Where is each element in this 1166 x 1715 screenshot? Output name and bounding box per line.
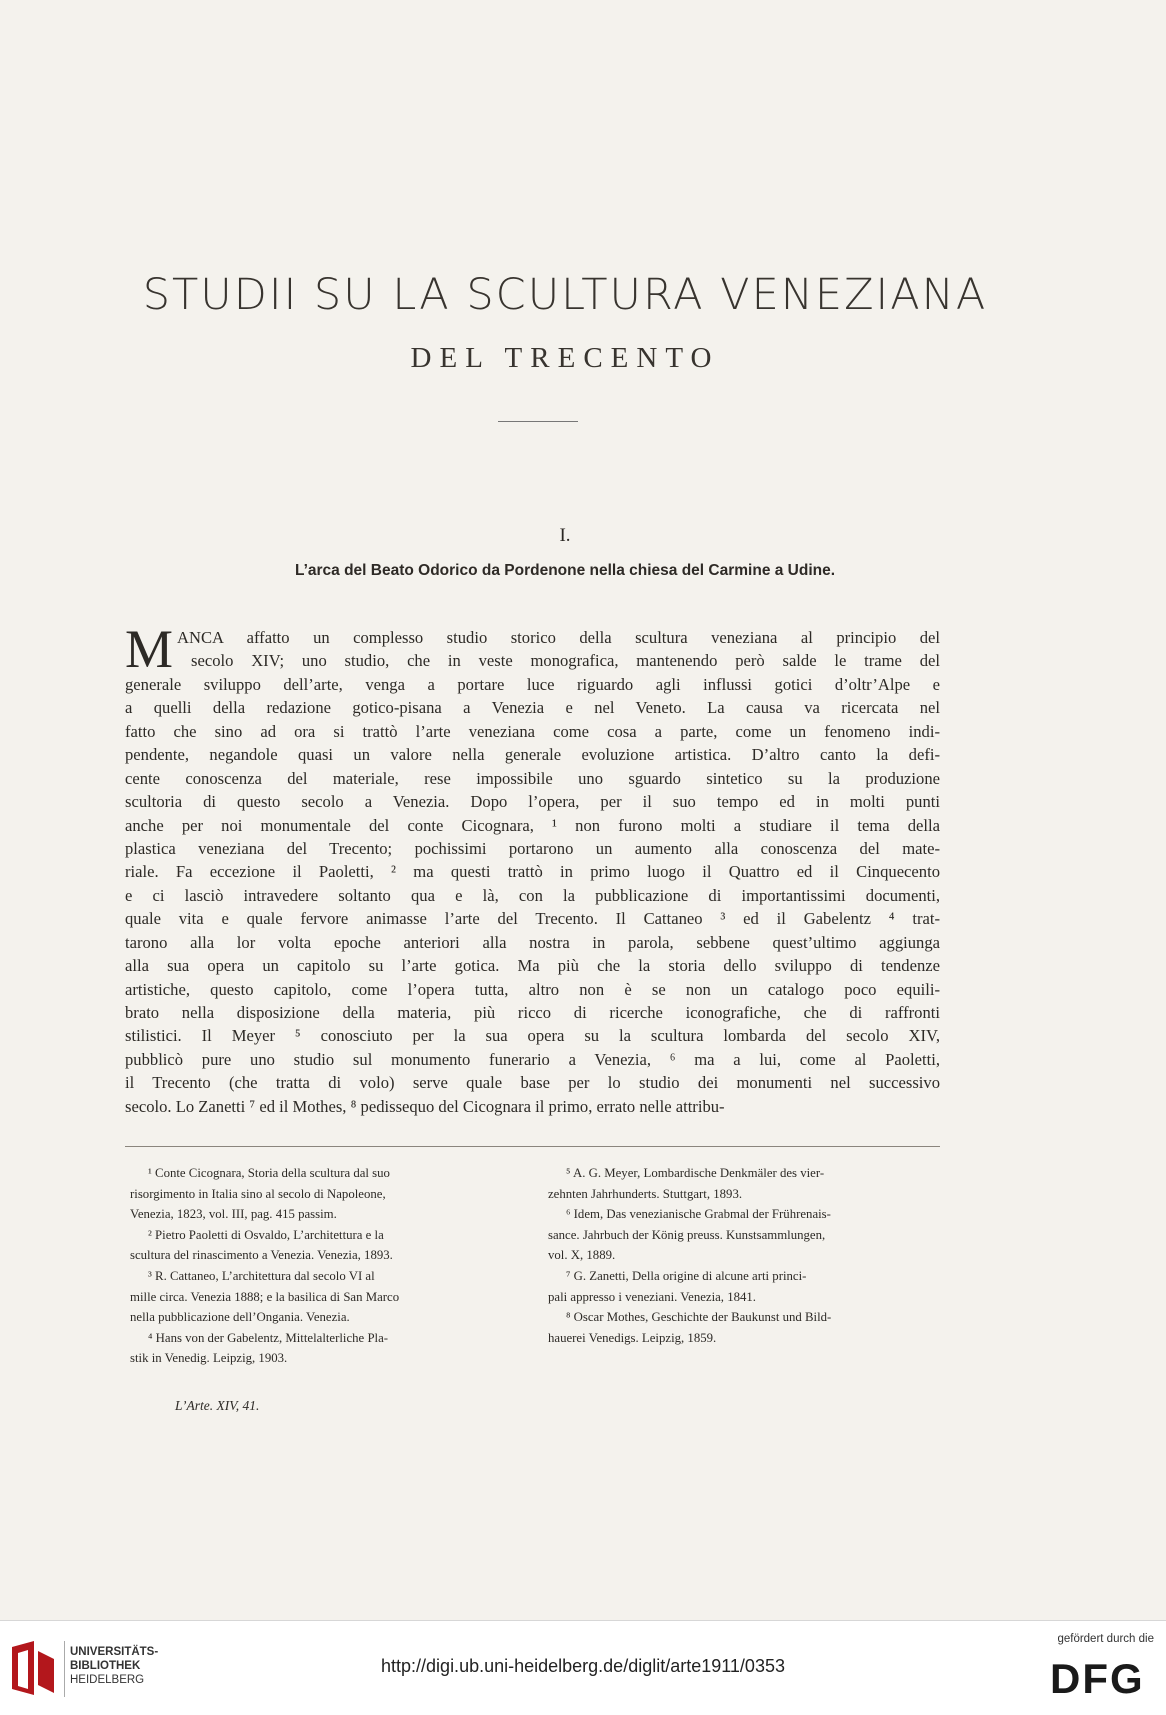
- body-line: a quelli della redazione gotico-pisana a Venezia e nel Veneto. La causa va ricercata nel: [125, 698, 940, 718]
- section-number: I.: [559, 525, 571, 546]
- body-line: fatto che sino ad ora si trattò l’arte veneziana come cosa a parte, come un fenomeno indi-: [125, 721, 940, 741]
- library-name-line: UNIVERSITÄTS-: [70, 1646, 159, 1658]
- body-line: alla sua opera un capitolo su l’arte gotica. Ma più che la storia dello sviluppo di tendenze: [125, 956, 940, 976]
- permalink-url[interactable]: http://digi.ub.uni-heidelberg.de/diglit/arte1911/0353: [381, 1656, 785, 1676]
- body-line: secolo XIV; uno studio, che in veste monografica, mantenendo però salde le trame del: [191, 651, 940, 671]
- footnote-rule: [125, 1146, 940, 1147]
- footnote-line: mille circa. Venezia 1888; e la basilica di San Marco: [130, 1289, 400, 1304]
- footnote-line: Venezia, 1823, vol. III, pag. 415 passim.: [130, 1207, 337, 1222]
- footnote-line: vol. X, 1889.: [548, 1248, 616, 1263]
- drop-cap: M: [125, 619, 174, 679]
- page-signature: L’Arte. XIV, 41.: [175, 1398, 260, 1413]
- footnotes-left-column: [130, 1163, 525, 1369]
- body-line: quale vita e quale fervore animasse l’arte del Trecento. Il Cattaneo ³ ed il Gabelentz ⁴ trat-: [125, 909, 940, 929]
- footnote-line: hauerei Venedigs. Leipzig, 1859.: [548, 1330, 717, 1345]
- footnote-line: nella pubblicazione dell’Ongania. Venezia.: [130, 1310, 350, 1325]
- dfg-logo-icon[interactable]: [1050, 1657, 1154, 1697]
- footnote-line: risorgimento in Italia sino al secolo di Napoleone,: [130, 1186, 386, 1201]
- footnote-line: ⁸ Oscar Mothes, Geschichte der Baukunst und Bild-: [566, 1310, 832, 1325]
- body-line: generale sviluppo dell’arte, venga a portare luce riguardo agli influssi gotici d’oltr’Alpe e: [125, 674, 940, 694]
- library-name-line: HEIDELBERG: [70, 1674, 145, 1686]
- body-line: scultoria di questo secolo a Venezia. Dopo l’opera, per il suo tempo ed in molti punti: [125, 792, 940, 812]
- body-line: secolo. Lo Zanetti ⁷ ed il Mothes, ⁸ pedissequo del Cicognara il primo, errato nelle attribu-: [125, 1096, 725, 1116]
- body-line: brato nella disposizione della materia, più ricco di ricerche iconografiche, che di raffronti: [125, 1003, 940, 1022]
- footnote-line: scultura del rinascimento a Venezia. Venezia, 1893.: [130, 1248, 393, 1263]
- section-heading: L’arca del Beato Odorico da Pordenone nella chiesa del Carmine a Udine.: [294, 562, 836, 579]
- body-line: anche per noi monumentale del conte Cicognara, ¹ non furono molti a studiare il tema della: [125, 815, 940, 835]
- body-line: ANCA affatto un complesso studio storico della scultura veneziana al principio del: [177, 628, 940, 647]
- body-line: cente conoscenza del materiale, rese impossibile uno sguardo sintetico su la produzione: [125, 768, 940, 788]
- funding-label: gefördert durch die: [1057, 1633, 1154, 1645]
- footnote-line: ² Pietro Paoletti di Osvaldo, L’architettura e la: [148, 1227, 384, 1242]
- article-subtitle: DEL TRECENTO: [410, 342, 720, 374]
- footnote-line: zehnten Jahrhunderts. Stuttgart, 1893.: [548, 1186, 743, 1201]
- title-divider: [498, 421, 578, 422]
- library-name-line: BIBLIOTHEK: [70, 1660, 141, 1672]
- viewer-footer-bar: [0, 1620, 1166, 1715]
- article-title: STUDII SU LA SCULTURA VENEZIANA: [142, 270, 988, 320]
- body-line: plastica veneziana del Trecento; pochissimi portarono un aumento alla conoscenza del mate-: [125, 838, 940, 858]
- footnote-line: ⁶ Idem, Das venezianische Grabmal der Frührenais-: [566, 1207, 831, 1222]
- footnote-line: ¹ Conte Cicognara, Storia della scultura dal suo: [148, 1166, 390, 1180]
- body-line: pubblicò pure uno studio sul monumento funerario a Venezia, ⁶ ma a lui, come al Paoletti,: [125, 1049, 940, 1069]
- body-text: [125, 619, 940, 1118]
- body-line: tarono alla lor volta epoche anteriori alla nostra in parola, sebbene quest’ultimo aggiunga: [125, 932, 940, 952]
- body-line: pendente, negandole quasi un valore nella generale evoluzione artistica. D’altro canto la defi-: [125, 745, 940, 765]
- footnote-line: pali appresso i veneziani. Venezia, 1841.: [548, 1289, 756, 1304]
- body-line: il Trecento (che tratta di volo) serve quale base per lo studio dei monumenti nel successivo: [125, 1073, 940, 1093]
- footnote-line: ⁴ Hans von der Gabelentz, Mittelalterliche Pla-: [148, 1330, 389, 1345]
- footnote-line: ⁵ A. G. Meyer, Lombardische Denkmäler des vier-: [566, 1166, 825, 1180]
- body-line: e ci lasciò intravedere soltanto qua e là, con la pubblicazione di importantissimi documenti,: [125, 885, 940, 905]
- body-line: artistiche, questo capitolo, come l’opera tutta, altro non è se non un catalogo poco equili-: [125, 979, 940, 999]
- dfg-logo-text: DFG: [1050, 1657, 1145, 1697]
- footnote-line: sance. Jahrbuch der König preuss. Kunstsammlungen,: [548, 1227, 826, 1242]
- footnotes-right-column: [548, 1163, 943, 1348]
- body-line: riale. Fa eccezione il Paoletti, ² ma questi trattò in primo luogo il Quattro ed il Cinquecento: [125, 862, 940, 882]
- footnote-line: stik in Venedig. Leipzig, 1903.: [130, 1351, 288, 1366]
- footnote-line: ³ R. Cattaneo, L’architettura dal secolo VI al: [148, 1268, 375, 1283]
- body-line: stilistici. Il Meyer ⁵ conosciuto per la sua opera su la scultura lombarda del secolo XIV,: [125, 1026, 940, 1046]
- footnote-line: ⁷ G. Zanetti, Della origine di alcune arti princi-: [566, 1268, 807, 1283]
